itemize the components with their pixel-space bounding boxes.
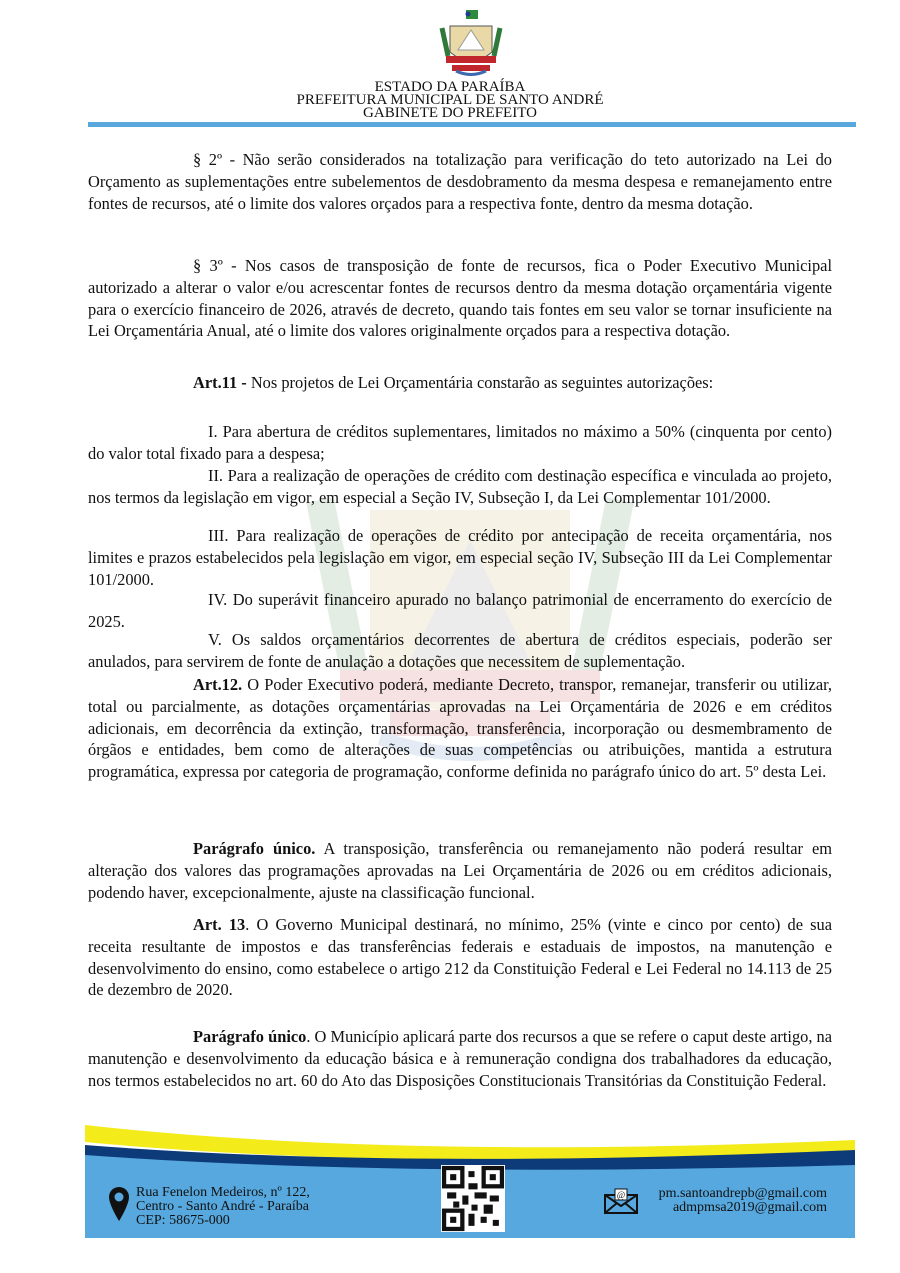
sole-paragraph-1 bbox=[88, 838, 832, 903]
footer-email-2[interactable]: admpmsa2019@gmail.com bbox=[672, 1200, 827, 1215]
paragraph-3: § 3º - Nos casos de transposição de fonte de recursos, fica o Poder Executivo Municipal autorizado a alterar o valor e/ou acrescentar fontes de recursos dentro da mesma dotação orçamentária vigente para o exercício financeiro de 2026, através de decreto, quando tais fontes em seu valor se tornar insuficiente na Lei Orçamentária Anual, até o limite dos valores originalmente orçados para a respectiva dotação. bbox=[88, 256, 832, 341]
header-divider bbox=[88, 122, 856, 127]
item-iv: IV. Do superávit financeiro apurado no balanço patrimonial de encerramento do exercício de 2025. bbox=[88, 590, 832, 631]
sole-paragraph-1-label: Parágrafo único. bbox=[193, 839, 316, 858]
item-i: I. Para abertura de créditos suplementares, limitados no máximo a 50% (cinquenta por cento) do valor total fixado para a despesa; bbox=[88, 422, 832, 463]
item-iii: III. Para realização de operações de crédito por antecipação de receita orçamentária, nos limites e prazos estabelecidos pela legislação em vigor, em especial seção IV, Subseção III da Lei Complementar 101/2000. bbox=[88, 526, 832, 589]
coat-of-arms-logo bbox=[438, 8, 504, 81]
location-pin-icon bbox=[108, 1186, 130, 1227]
article-11-label: Art.11 - bbox=[193, 373, 247, 392]
email-envelope-icon bbox=[604, 1188, 638, 1219]
sole-paragraph-2-label: Parágrafo único bbox=[193, 1027, 307, 1046]
item-v: V. Os saldos orçamentários decorrentes de abertura de créditos especiais, poderão ser anulados, para servirem de fonte de anulação a dotações que necessitem de suplementação. bbox=[88, 630, 832, 671]
qr-code bbox=[441, 1165, 505, 1232]
article-13 bbox=[88, 914, 832, 1001]
article-12 bbox=[88, 674, 832, 783]
sole-paragraph-2 bbox=[88, 1026, 832, 1091]
sole-paragraph-1-text: A transposição, transferência ou remanejamento não poderá resultar em alteração dos valores das programações aprovadas na Lei Orçamentária de 2026 ou em créditos adicionais, podendo haver, excepcionalmente, ajuste na classificação funcional. bbox=[88, 839, 833, 902]
article-11 bbox=[88, 372, 832, 394]
footer-address-line1: Rua Fenelon Medeiros, nº 122, bbox=[136, 1185, 310, 1200]
item-ii: II. Para a realização de operações de crédito com destinação específica e vinculada ao projeto, nos termos da legislação em vigor, em especial a Seção IV, Subseção I, da Lei Complementar 101/2000. bbox=[88, 466, 832, 507]
article-12-label: Art.12. bbox=[193, 675, 243, 694]
header-office: GABINETE DO PREFEITO bbox=[363, 105, 537, 121]
article-11-text: Nos projetos de Lei Orçamentária constarão as seguintes autorizações: bbox=[246, 373, 714, 392]
paragraph-2: § 2º - Não serão considerados na totalização para verificação do teto autorizado na Lei do Orçamento as suplementações entre subelementos de desdobramento da mesma despesa e remanejamento entre fontes de recursos, até o limite dos valores orçados para a respectiva fonte, dentro da mesma dotação. bbox=[88, 150, 832, 213]
article-12-text: O Poder Executivo poderá, mediante Decreto, transpor, remanejar, transferir ou utilizar, total ou parcialmente, as dotações orçamentárias aprovadas na Lei Orçamentária de 2026 e em créditos adicionais, em decorrência da extinção, transformação, transferência, incorporação ou desmembramento de órgãos e entidades, bem como de alterações de suas competências ou atribuições, mantida a estrutura programática, expressa por categoria de programação, conforme definida no parágrafo único do art. 5º desta Lei. bbox=[88, 675, 832, 782]
footer-address-line3: CEP: 58675-000 bbox=[136, 1213, 230, 1228]
footer-email-1[interactable]: pm.santoandrepb@gmail.com bbox=[658, 1186, 827, 1201]
article-13-label: Art. 13 bbox=[193, 915, 246, 934]
article-13-text: . O Governo Municipal destinará, no mínimo, 25% (vinte e cinco por cento) de sua receita resultante de impostos e das transferências federais e estaduais de impostos, na manutenção e desenvolvimento do ensino, como estabelece o artigo 212 da Constituição Federal e Lei Federal no 14.113 de 25 de dezembro de 2020. bbox=[88, 915, 832, 1000]
svg-text:@: @ bbox=[616, 1190, 626, 1200]
header-state: ESTADO DA PARAÍBA bbox=[374, 79, 526, 95]
sole-paragraph-2-text: . O Município aplicará parte dos recursos a que se refere o caput deste artigo, na manutenção e desenvolvimento da educação básica e à remuneração condigna dos trabalhadores da educação, nos termos estabelecidos no art. 60 do Ato das Disposições Constitucionais Transitórias da Constituição Federal. bbox=[88, 1027, 833, 1090]
footer-address-line2: Centro - Santo André - Paraíba bbox=[136, 1199, 310, 1214]
header-prefecture: PREFEITURA MUNICIPAL DE SANTO ANDRÉ bbox=[296, 92, 604, 108]
